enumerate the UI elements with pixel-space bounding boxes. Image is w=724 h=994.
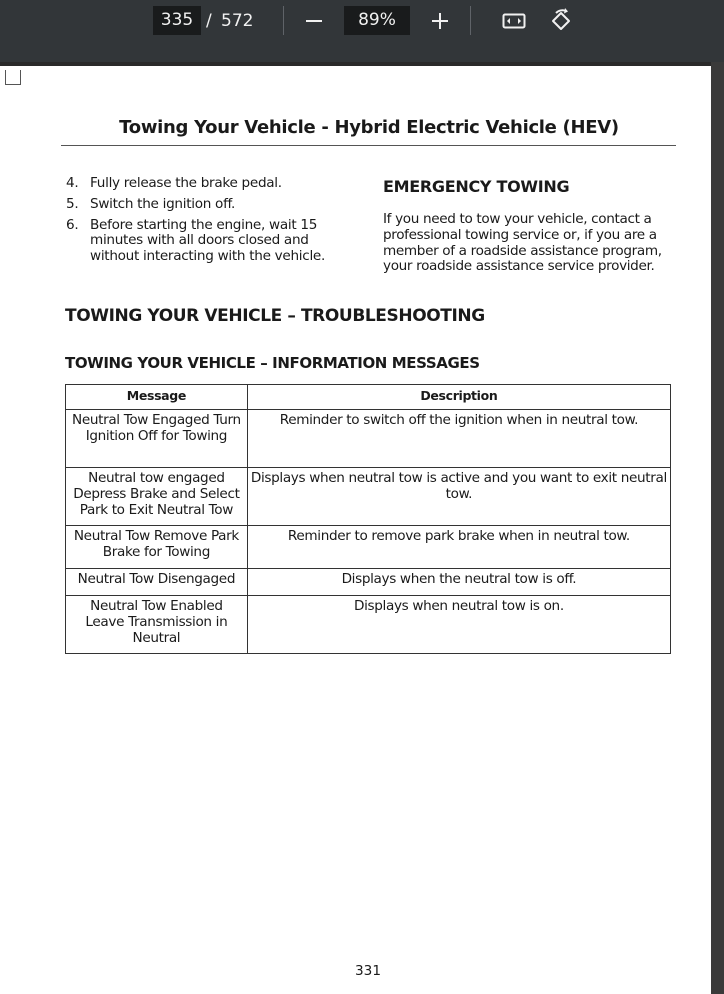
list-item [66,197,356,213]
rotate-button[interactable] [544,4,578,38]
information-messages-heading: TOWING YOUR VEHICLE – INFORMATION MESSAGES [65,354,480,372]
information-messages-table [65,384,671,654]
page-number-input[interactable] [153,6,201,35]
page-corner-marker [5,70,21,85]
emergency-towing-heading: EMERGENCY TOWING [383,177,570,196]
viewer-scroll-area[interactable] [711,62,724,994]
troubleshooting-heading: TOWING YOUR VEHICLE – TROUBLESHOOTING [65,306,485,326]
message-cell: Neutral Tow Disengaged [66,569,248,596]
zoom-in-icon [431,12,449,30]
toolbar-divider [283,6,284,35]
fit-page-icon [502,12,526,30]
list-item [66,176,356,192]
steps-list [66,176,356,270]
column-header-description: Description [247,385,670,410]
description-cell: Reminder to switch off the ignition when in neutral tow. [247,410,670,468]
step-number: 4. [66,175,79,191]
fit-page-button[interactable] [497,4,531,38]
page-title: Towing Your Vehicle - Hybrid Electric Vehicle (HEV) [119,117,619,138]
message-cell: Neutral tow engaged Depress Brake and Select Park to Exit Neutral Tow [66,468,248,526]
step-text: Fully release the brake pedal. [90,175,282,191]
page-footer-number: 331 [355,963,381,979]
zoom-out-icon [305,12,323,30]
zoom-out-button[interactable] [297,4,331,38]
message-cell: Neutral Tow Enabled Leave Transmission in Neutral [66,596,248,654]
table-row [66,526,671,569]
description-cell: Displays when neutral tow is on. [247,596,670,654]
pdf-page [0,62,711,994]
page-separator: / [206,11,212,31]
description-cell: Displays when the neutral tow is off. [247,569,670,596]
title-rule [61,145,676,146]
zoom-in-button[interactable] [423,4,457,38]
zoom-level-input[interactable] [344,6,410,35]
list-item [66,218,356,265]
pdf-toolbar [0,0,724,62]
step-text: Before starting the engine, wait 15 minutes with all doors closed and without interacting with the vehicle. [90,216,326,265]
table-row [66,410,671,468]
table-header-row [66,385,671,410]
table-row [66,468,671,526]
step-text: Switch the ignition off. [90,195,236,212]
description-cell: Displays when neutral tow is active and you want to exit neutral tow. [247,468,670,526]
description-cell: Reminder to remove park brake when in neutral tow. [247,526,670,569]
message-cell: Neutral Tow Remove Park Brake for Towing [66,526,248,569]
emergency-towing-text: If you need to tow your vehicle, contact a professional towing service or, if you are a member of a roadside assistance program, your roadside assistance service provider. [383,211,662,275]
step-number: 5. [66,195,79,212]
toolbar-divider [470,6,471,35]
message-cell: Neutral Tow Engaged Turn Ignition Off for Towing [66,410,248,468]
step-number: 6. [66,216,79,233]
rotate-icon [548,8,574,34]
column-header-message: Message [66,385,248,410]
table-row [66,596,671,654]
table-row [66,569,671,596]
page-total: 572 [221,11,254,31]
